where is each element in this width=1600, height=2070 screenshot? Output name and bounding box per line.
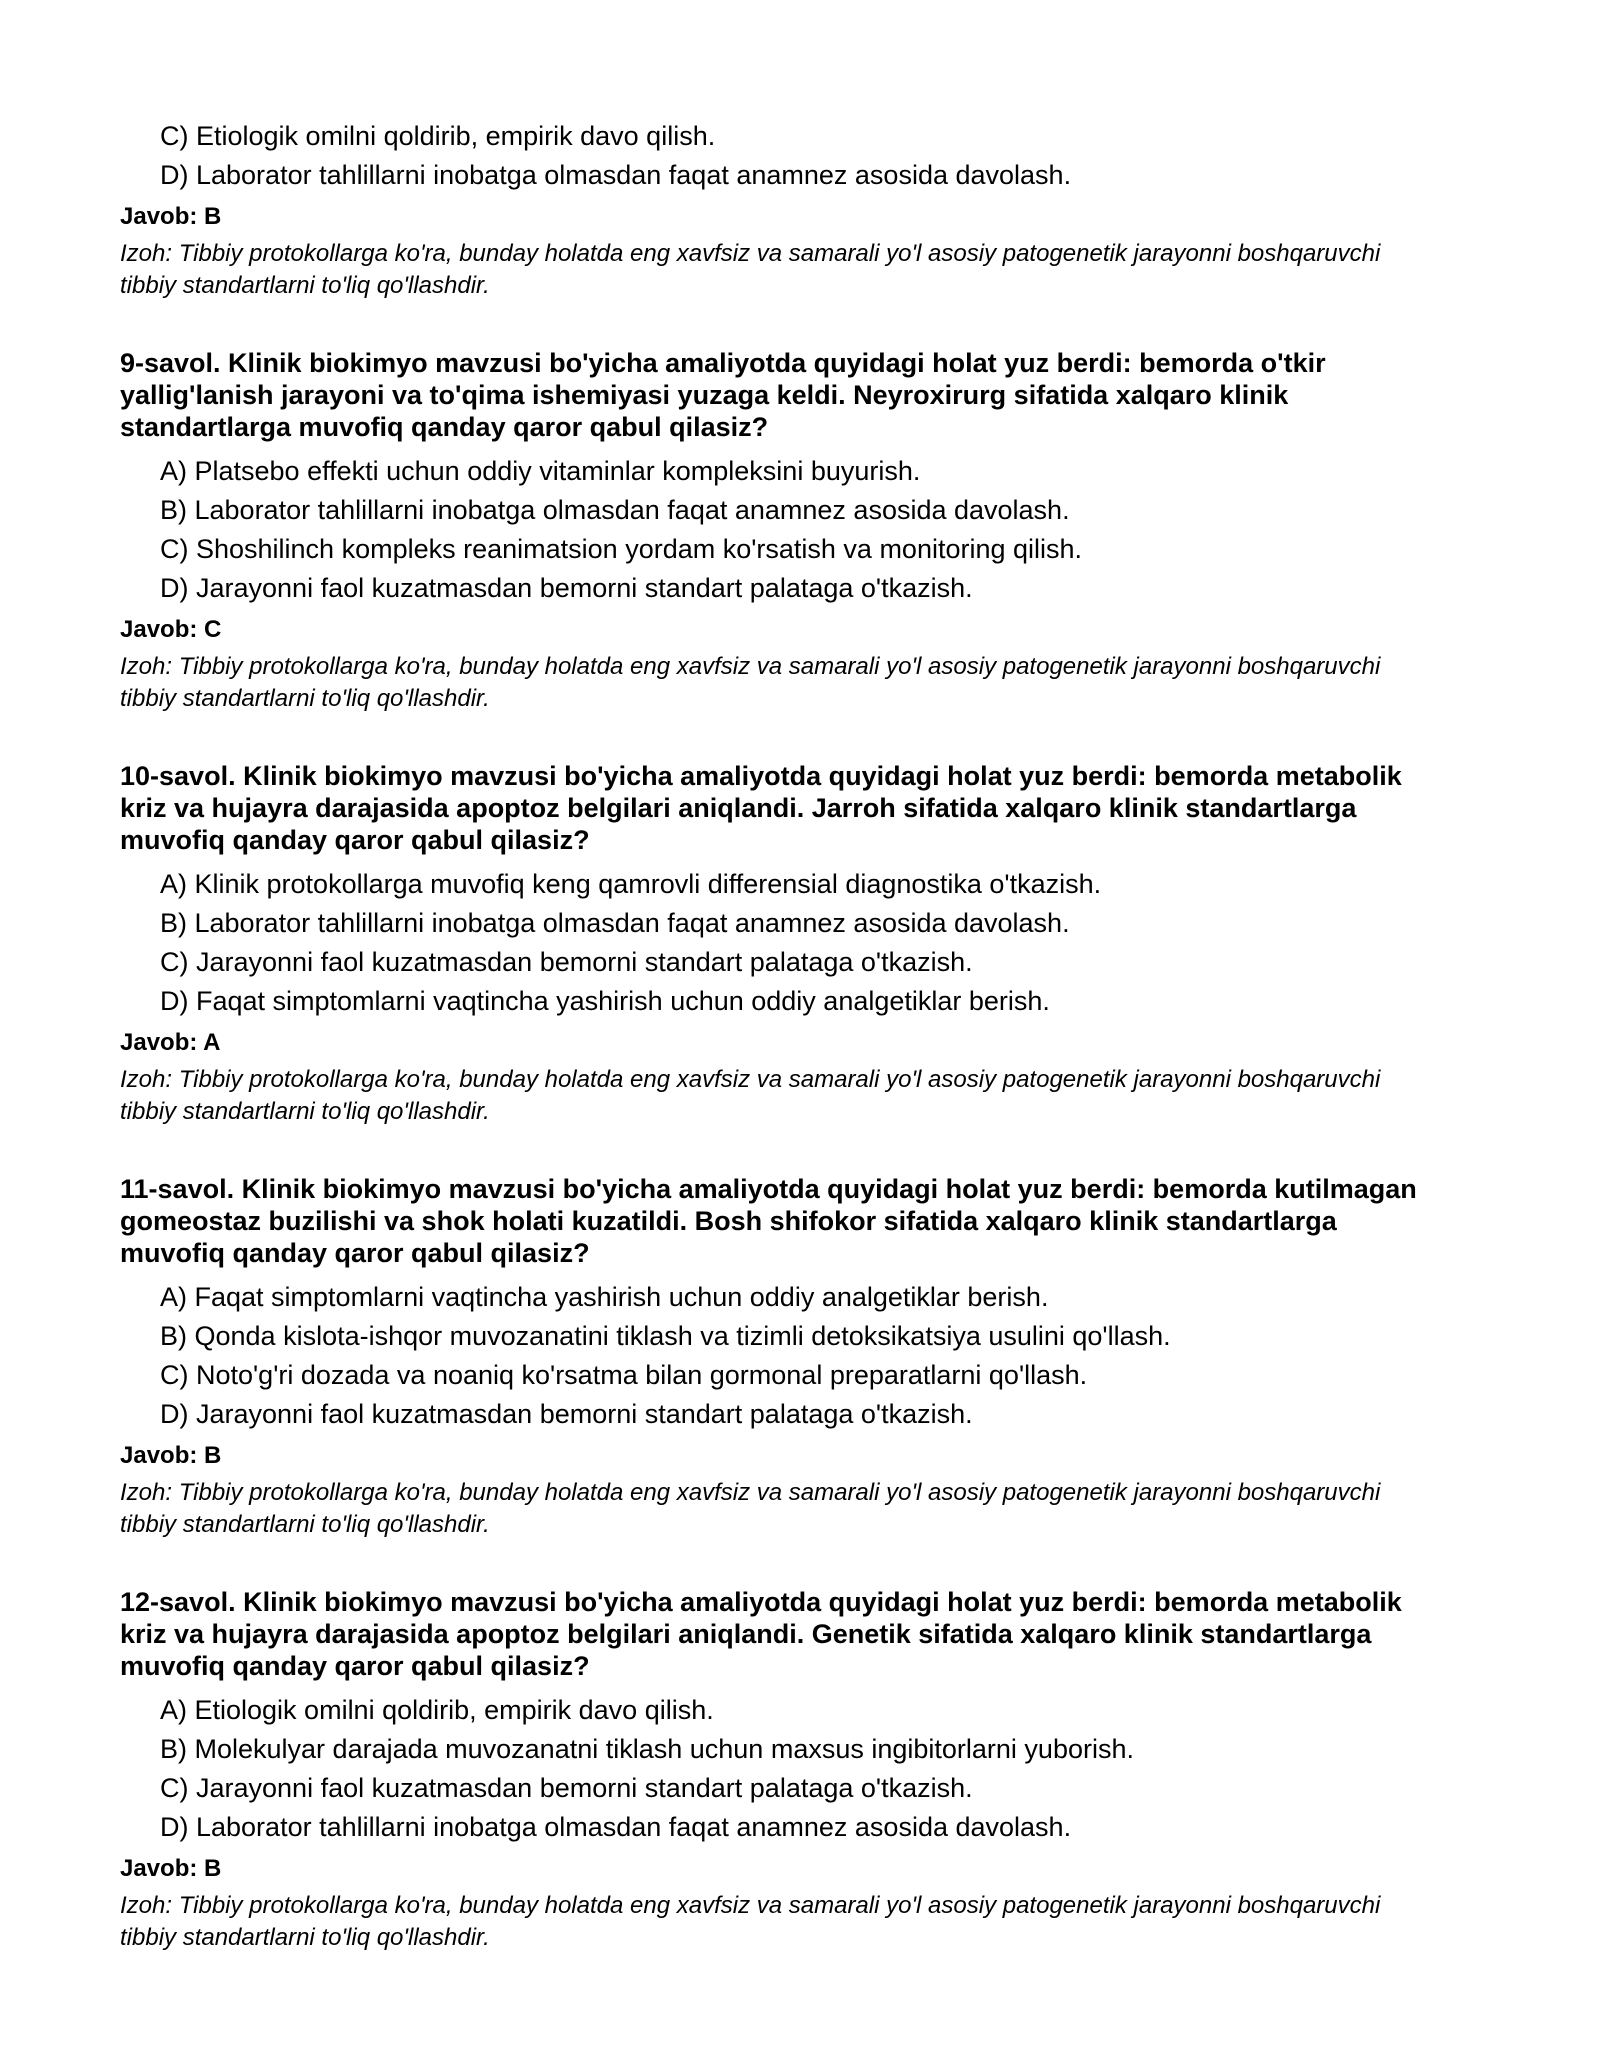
answer-label: Javob: B: [120, 1442, 222, 1469]
question-text: 11-savol. Klinik biokimyo mavzusi bo'yicha amaliyotda quyidagi holat yuz berdi: bemorda kutilmagan gomeostaz buzilishi va shok holati kuzatildi. Bosh shifokor sifatida xalqaro klinik standartlarga muvofiq qanday qaror qabul qilasiz?: [120, 1174, 1417, 1268]
question-9: [120, 347, 1440, 715]
explanation-note: Izoh: Tibbiy protokollarga ko'ra, bunday holatda eng xavfsiz va samarali yo'l asosiy patogenetik jarayonni boshqaruvchi tibbiy standartlarni to'liq qo'llashdir.: [120, 653, 1381, 712]
option-d: D) Faqat simptomlarni vaqtincha yashirish uchun oddiy analgetiklar berish.: [160, 986, 1050, 1016]
question-8-continued: [120, 118, 1440, 302]
option-d: D) Jarayonni faol kuzatmasdan bemorni standart palataga o'tkazish.: [160, 1399, 973, 1429]
option-d: D) Laborator tahlillarni inobatga olmasdan faqat anamnez asosida davolash.: [160, 160, 1072, 190]
option-c: C) Shoshilinch kompleks reanimatsion yordam ko'rsatish va monitoring qilish.: [160, 534, 1083, 564]
option-b: B) Laborator tahlillarni inobatga olmasdan faqat anamnez asosida davolash.: [160, 908, 1070, 938]
question-11: [120, 1173, 1440, 1541]
explanation-note: Izoh: Tibbiy protokollarga ko'ra, bunday holatda eng xavfsiz va samarali yo'l asosiy patogenetik jarayonni boshqaruvchi tibbiy standartlarni to'liq qo'llashdir.: [120, 1479, 1381, 1538]
answer-label: Javob: A: [120, 1029, 221, 1056]
option-a: A) Etiologik omilni qoldirib, empirik davo qilish.: [160, 1695, 714, 1725]
option-c: C) Jarayonni faol kuzatmasdan bemorni standart palataga o'tkazish.: [160, 947, 973, 977]
option-a: A) Faqat simptomlarni vaqtincha yashirish uchun oddiy analgetiklar berish.: [160, 1282, 1049, 1312]
document-page: [120, 118, 1440, 1954]
answer-label: Javob: B: [120, 1855, 222, 1882]
option-b: B) Qonda kislota-ishqor muvozanatini tiklash va tizimli detoksikatsiya usulini qo'llash.: [160, 1321, 1171, 1351]
explanation-note: Izoh: Tibbiy protokollarga ko'ra, bunday holatda eng xavfsiz va samarali yo'l asosiy patogenetik jarayonni boshqaruvchi tibbiy standartlarni to'liq qo'llashdir.: [120, 1892, 1381, 1951]
option-d: D) Jarayonni faol kuzatmasdan bemorni standart palataga o'tkazish.: [160, 573, 973, 603]
question-text: 9-savol. Klinik biokimyo mavzusi bo'yicha amaliyotda quyidagi holat yuz berdi: bemorda o'tkir yallig'lanish jarayoni va to'qima ishemiyasi yuzaga keldi. Neyroxirurg sifatida xalqaro klinik standartlarga muvofiq qanday qaror qabul qilasiz?: [120, 348, 1326, 442]
question-12: [120, 1586, 1440, 1954]
option-a: A) Platsebo effekti uchun oddiy vitaminlar kompleksini buyurish.: [160, 456, 921, 486]
option-c: C) Noto'g'ri dozada va noaniq ko'rsatma bilan gormonal preparatlarni qo'llash.: [160, 1360, 1088, 1390]
answer-label: Javob: B: [120, 203, 222, 230]
option-a: A) Klinik protokollarga muvofiq keng qamrovli differensial diagnostika o'tkazish.: [160, 869, 1102, 899]
explanation-note: Izoh: Tibbiy protokollarga ko'ra, bunday holatda eng xavfsiz va samarali yo'l asosiy patogenetik jarayonni boshqaruvchi tibbiy standartlarni to'liq qo'llashdir.: [120, 1066, 1381, 1125]
explanation-note: Izoh: Tibbiy protokollarga ko'ra, bunday holatda eng xavfsiz va samarali yo'l asosiy patogenetik jarayonni boshqaruvchi tibbiy standartlarni to'liq qo'llashdir.: [120, 240, 1381, 299]
question-text: 10-savol. Klinik biokimyo mavzusi bo'yicha amaliyotda quyidagi holat yuz berdi: bemorda metabolik kriz va hujayra darajasida apoptoz belgilari aniqlandi. Jarroh sifatida xalqaro klinik standartlarga muvofiq qanday qaror qabul qilasiz?: [120, 761, 1402, 855]
option-b: B) Molekulyar darajada muvozanatni tiklash uchun maxsus ingibitorlarni yuborish.: [160, 1734, 1134, 1764]
option-c: C) Jarayonni faol kuzatmasdan bemorni standart palataga o'tkazish.: [160, 1773, 973, 1803]
option-c: C) Etiologik omilni qoldirib, empirik davo qilish.: [160, 121, 716, 151]
answer-label: Javob: C: [120, 616, 222, 643]
option-d: D) Laborator tahlillarni inobatga olmasdan faqat anamnez asosida davolash.: [160, 1812, 1072, 1842]
question-text: 12-savol. Klinik biokimyo mavzusi bo'yicha amaliyotda quyidagi holat yuz berdi: bemorda metabolik kriz va hujayra darajasida apoptoz belgilari aniqlandi. Genetik sifatida xalqaro klinik standartlarga muvofiq qanday qaror qabul qilasiz?: [120, 1587, 1402, 1681]
option-b: B) Laborator tahlillarni inobatga olmasdan faqat anamnez asosida davolash.: [160, 495, 1070, 525]
question-10: [120, 760, 1440, 1128]
